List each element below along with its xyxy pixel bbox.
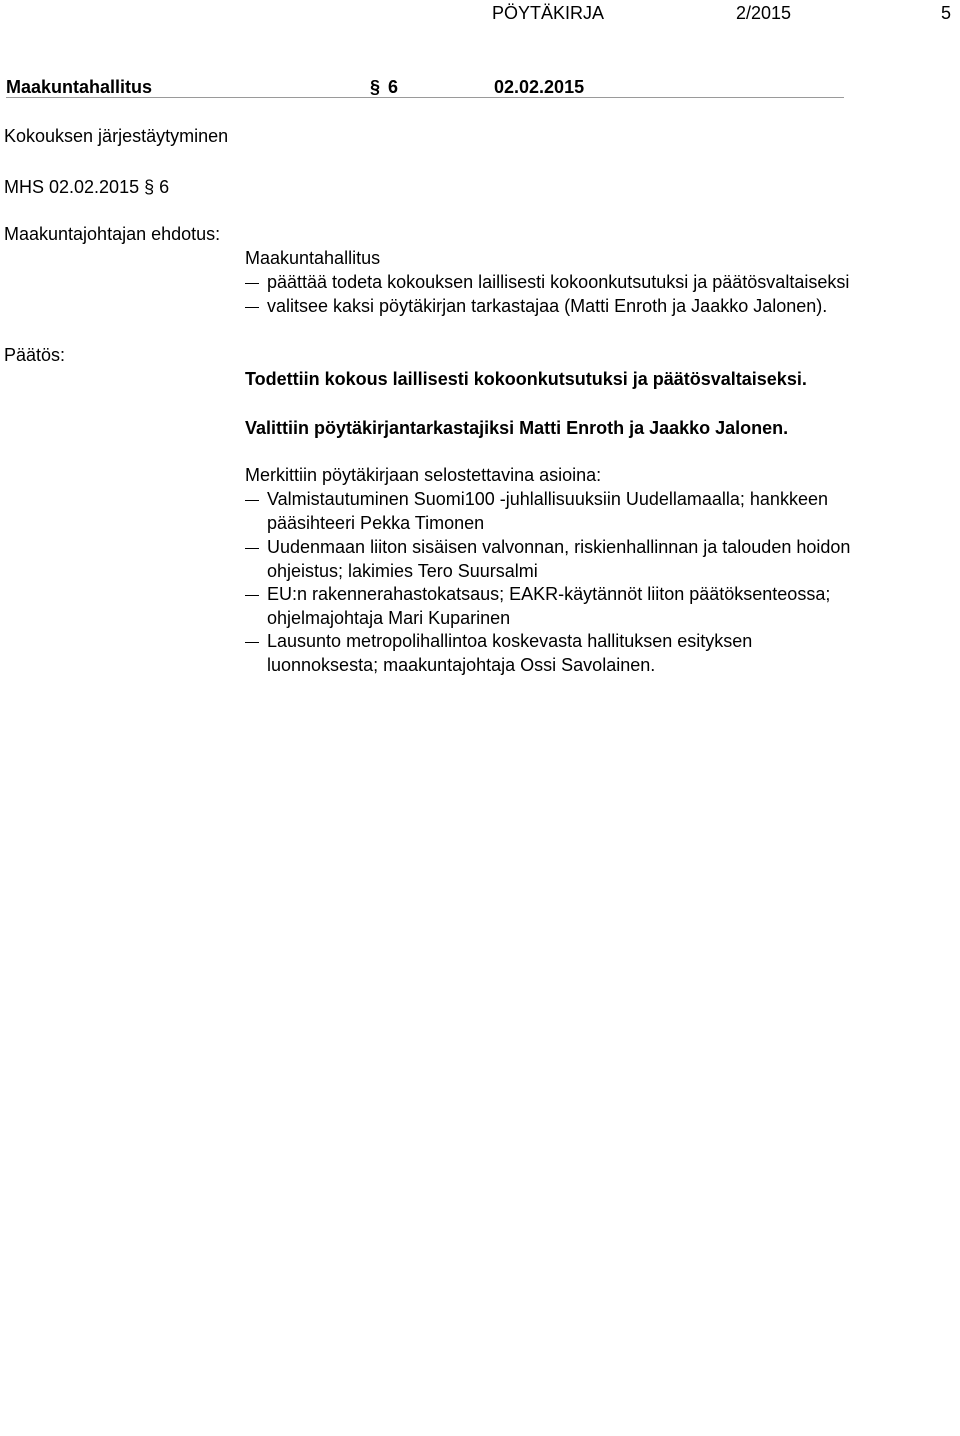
dash-icon bbox=[245, 283, 259, 284]
section-symbol: § bbox=[370, 77, 381, 97]
proposal-subject: Maakuntahallitus bbox=[245, 248, 381, 268]
decision-label: Päätös: bbox=[4, 345, 66, 365]
meeting-body: Maakuntahallitus bbox=[6, 77, 153, 97]
note-2-line-1: Uudenmaan liiton sisäisen valvonnan, riskienhallinnan ja talouden hoidon bbox=[267, 537, 851, 557]
item-title: Kokouksen järjestäytyminen bbox=[4, 126, 229, 146]
notes-intro: Merkittiin pöytäkirjaan selostettavina asioina: bbox=[245, 465, 602, 485]
proposal-label: Maakuntajohtajan ehdotus: bbox=[4, 224, 221, 244]
note-3-line-2: ohjelmajohtaja Mari Kuparinen bbox=[267, 608, 511, 628]
document-type: PÖYTÄKIRJA bbox=[492, 3, 605, 23]
document-number: 2/2015 bbox=[736, 3, 792, 23]
proposal-point-2: valitsee kaksi pöytäkirjan tarkastajaa (Matti Enroth ja Jaakko Jalonen). bbox=[267, 296, 828, 316]
note-3-line-1: EU:n rakennerahastokatsaus; EAKR-käytännöt liiton päätöksenteossa; bbox=[267, 584, 831, 604]
dash-icon bbox=[245, 500, 259, 501]
section-number: 6 bbox=[388, 77, 399, 97]
decision-statement-1: Todettiin kokous laillisesti kokoonkutsutuksi ja päätösvaltaiseksi. bbox=[245, 369, 807, 389]
meeting-date: 02.02.2015 bbox=[494, 77, 585, 97]
proposal-point-1: päättää todeta kokouksen laillisesti kokoonkutsutuksi ja päätösvaltaiseksi bbox=[267, 272, 850, 292]
note-1-line-2: pääsihteeri Pekka Timonen bbox=[267, 513, 485, 533]
dash-icon bbox=[245, 307, 259, 308]
dash-icon bbox=[245, 548, 259, 549]
page-number: 5 bbox=[941, 3, 952, 23]
note-2-line-2: ohjeistus; lakimies Tero Suursalmi bbox=[267, 561, 538, 581]
note-1-line-1: Valmistautuminen Suomi100 -juhlallisuuksiin Uudellamaalla; hankkeen bbox=[267, 489, 828, 509]
decision-statement-2: Valittiin pöytäkirjantarkastajiksi Matti Enroth ja Jaakko Jalonen. bbox=[245, 418, 789, 438]
dash-icon bbox=[245, 642, 259, 643]
dash-icon bbox=[245, 595, 259, 596]
header-divider bbox=[6, 97, 844, 98]
item-reference: MHS 02.02.2015 § 6 bbox=[4, 177, 170, 197]
note-4-line-1: Lausunto metropolihallintoa koskevasta hallituksen esityksen bbox=[267, 631, 753, 651]
note-4-line-2: luonnoksesta; maakuntajohtaja Ossi Savolainen. bbox=[267, 655, 656, 675]
